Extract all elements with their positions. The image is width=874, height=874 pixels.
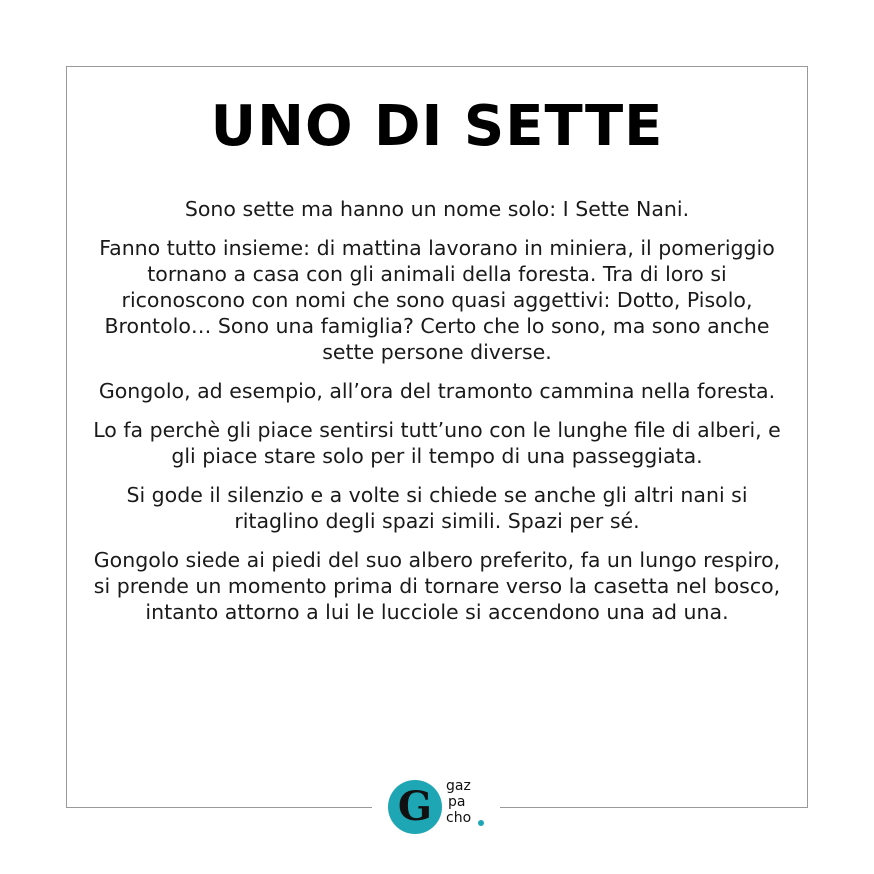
paragraph-1: Sono sette ma hanno un nome solo: I Sette Nani.: [184, 197, 690, 221]
logo-word-3: cho: [446, 810, 472, 826]
page-title: UNO DI SETTE: [210, 94, 664, 159]
logo-letter: G: [397, 783, 433, 830]
logo-word-1: gaz: [446, 778, 471, 794]
paragraph-2: Fanno tutto insieme: di mattina lavorano in miniera, il pomeriggio tornano a casa con gli animali della foresta. Tra di loro si riconoscono con nomi che sono quasi aggettivi: Dotto, Pisolo, Brontolo… Sono una famiglia? Certo che lo sono, ma sono anche sette persone diverse.: [99, 236, 775, 364]
story-text: [86, 196, 788, 638]
paragraph-5: Si gode il silenzio e a volte si chiede se anche gli altri nani si ritaglino degli spazi simili. Spazi per sé.: [126, 483, 748, 533]
logo-word-2: pa: [448, 794, 466, 810]
logo-wordmark: [446, 778, 471, 826]
paragraph-3: Gongolo, ad esempio, all’ora del tramonto cammina nella foresta.: [98, 379, 776, 403]
paragraph-4: Lo fa perchè gli piace sentirsi tutt’uno con le lunghe file di alberi, e gli piace stare solo per il tempo di una passeggiata.: [93, 418, 781, 468]
logo-dot-icon: [478, 820, 484, 826]
paragraph-6: Gongolo siede ai piedi del suo albero preferito, fa un lungo respiro, si prende un momento prima di tornare verso la casetta nel bosco, intanto attorno a lui le lucciole si accendono una ad una.: [93, 548, 781, 624]
gazpacho-logo: [380, 776, 500, 838]
